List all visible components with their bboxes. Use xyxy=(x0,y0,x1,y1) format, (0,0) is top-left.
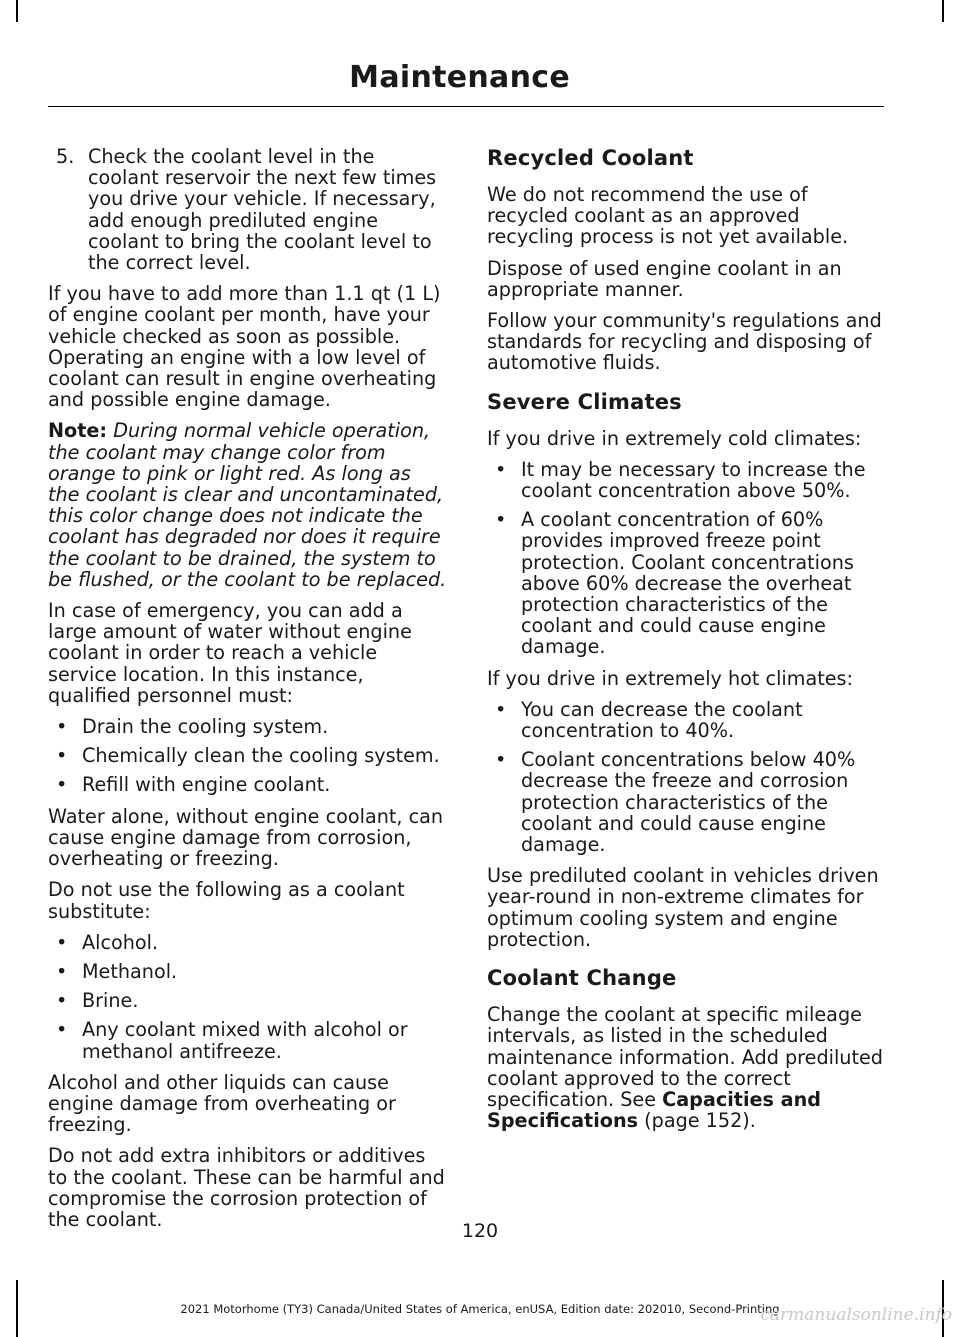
bullet-icon: • xyxy=(56,773,68,797)
watermark: carmanualsonline.info xyxy=(760,1305,952,1325)
hot-climate-list xyxy=(487,699,884,855)
paragraph: Use prediluted coolant in vehicles driven year-round in non-extreme climates for optimum cooling system and engine protection. xyxy=(487,864,879,951)
list-item: • Alcohol. xyxy=(56,930,159,954)
paragraph: If you have to add more than 1.1 qt (1 L) of engine coolant per month, have your vehicle checked as soon as possible. Operating an engine with a low level of coolant can result in engine overheating and possible engine damage. xyxy=(48,282,441,412)
paragraph: Follow your community's regulations and standards for recycling and disposing of automotive fluids. xyxy=(487,309,882,375)
section-heading-severe-climates: Severe Climates xyxy=(487,389,682,414)
footer-edition: 2021 Motorhome (TY3) Canada/United States of America, enUSA, Edition date: 202010, Second-Printing xyxy=(180,1302,780,1316)
list-item: • Coolant concentrations below 40% decrease the freeze and corrosion protection characteristics of the coolant and could cause engine damage. xyxy=(495,748,856,857)
paragraph: Do not use the following as a coolant substitute: xyxy=(48,878,405,923)
right-column xyxy=(487,146,884,1141)
bullet-icon: • xyxy=(495,748,507,772)
left-column xyxy=(48,146,448,1240)
bullet-icon: • xyxy=(56,715,68,739)
bullet-icon: • xyxy=(56,989,68,1013)
paragraph: Dispose of used engine coolant in an appropriate manner. xyxy=(487,256,842,301)
list-item: • Drain the cooling system. xyxy=(56,715,329,739)
list-item: • Methanol. xyxy=(56,959,178,983)
paragraph: If you drive in extremely hot climates: xyxy=(487,666,853,690)
paragraph: Water alone, without engine coolant, can cause engine damage from corrosion, overheating or freezing. xyxy=(48,804,444,871)
section-heading-recycled-coolant: Recycled Coolant xyxy=(487,146,694,170)
cold-climate-list xyxy=(487,459,884,658)
list-item: • You can decrease the coolant concentration to 40%. xyxy=(495,697,803,743)
bullet-icon: • xyxy=(495,697,507,721)
step-text: Check the coolant level in the coolant reservoir the next few times you drive your vehicle. If necessary, add enough prediluted engine coolant to bring the coolant level to the correct level. xyxy=(88,145,437,275)
note xyxy=(48,420,448,590)
paragraph: We do not recommend the use of recycled coolant as an approved recycling process is not yet available. xyxy=(487,183,849,249)
list-item: • A coolant concentration of 60% provides improved freeze point protection. Coolant concentrations above 60% decrease the overheat protection characteristics of the coolant and could cause engine damage. xyxy=(495,508,854,659)
paragraph: If you drive in extremely cold climates: xyxy=(487,426,862,450)
list-item: • Any coolant mixed with alcohol or methanol antifreeze. xyxy=(56,1018,408,1063)
bullet-icon: • xyxy=(56,930,68,954)
section-heading-coolant-change: Coolant Change xyxy=(487,966,677,991)
list-item: • Brine. xyxy=(56,989,139,1013)
page-title: Maintenance xyxy=(349,60,570,95)
substitute-list xyxy=(48,932,448,1062)
capacities-link[interactable]: Capacities and Specifications xyxy=(487,1087,821,1133)
bullet-icon: • xyxy=(56,1018,68,1042)
paragraph: Change the coolant at specific mileage intervals, as listed in the scheduled maintenance information. Add prediluted coolant approved to the correct specification. See Capacities and Specifications (page 152). xyxy=(487,1003,883,1133)
personnel-steps-list xyxy=(48,716,448,796)
step-5 xyxy=(48,146,448,273)
page-number: 120 xyxy=(461,1220,499,1242)
step-number: 5. xyxy=(56,145,75,168)
bullet-icon: • xyxy=(495,508,507,532)
header-divider xyxy=(48,106,884,107)
list-item: • It may be necessary to increase the coolant concentration above 50%. xyxy=(495,457,866,503)
list-item: • Chemically clean the cooling system. xyxy=(56,744,440,768)
paragraph: In case of emergency, you can add a large amount of water without engine coolant in order to reach a vehicle service location. In this instance, qualified personnel must: xyxy=(48,599,412,707)
bullet-icon: • xyxy=(56,959,68,983)
bullet-icon: • xyxy=(495,457,507,481)
paragraph: Do not add extra inhibitors or additives to the coolant. These can be harmful and compromise the corrosion protection of the coolant. xyxy=(48,1144,445,1231)
bullet-icon: • xyxy=(56,744,68,768)
paragraph: Alcohol and other liquids can cause engine damage from overheating or freezing. xyxy=(48,1070,396,1137)
list-item: • Refill with engine coolant. xyxy=(56,773,331,797)
crop-mark-top-left xyxy=(16,0,18,22)
crop-mark-top-right xyxy=(942,0,944,22)
note-text: During normal vehicle operation, the coolant may change color from orange to pink or light red. As long as the coolant is clear and uncontaminated, this color change does not indicate the coolant has degraded nor does it require the coolant to be drained, the system to be flushed, or the coolant to be replaced. xyxy=(48,419,447,591)
note-label: Note: xyxy=(48,419,108,443)
